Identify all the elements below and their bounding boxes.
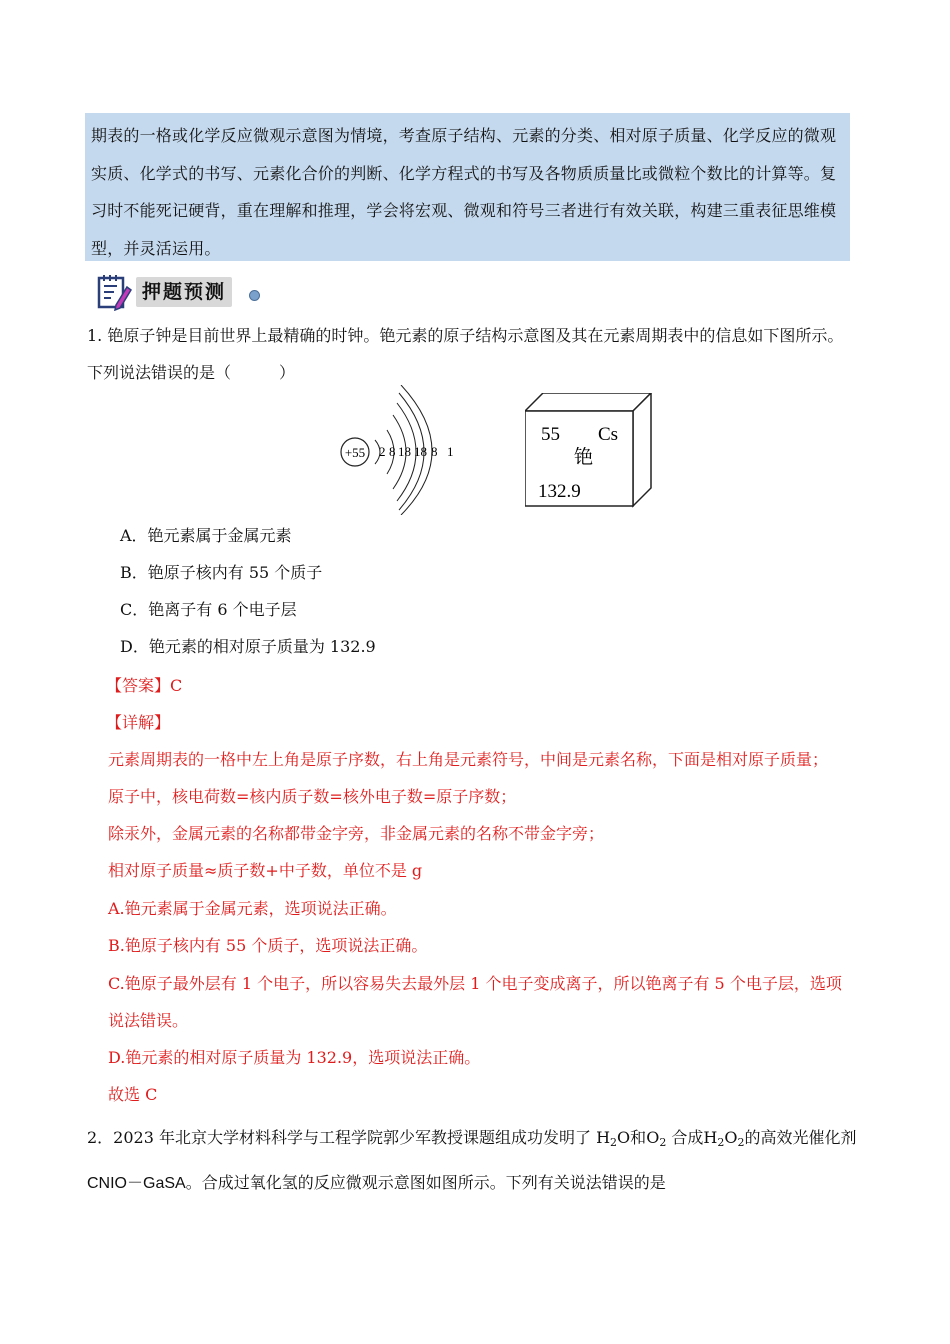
shell-3: 18: [398, 444, 411, 459]
q1-explain-line-2: 原子中，核电荷数=核内质子数=核外电子数=原子序数；: [108, 787, 517, 806]
q1-explain-line-8: 说法错误。: [108, 1011, 189, 1030]
q1-explain-line-9: D.铯元素的相对原子质量为 132.9，选项说法正确。: [108, 1048, 481, 1067]
q1-option-a: A．铯元素属于金属元素: [120, 526, 292, 545]
shell-6: 1: [447, 444, 454, 459]
q1-stem-line-1: 1. 铯原子钟是目前世界上最精确的时钟。铯元素的原子结构示意图及其在元素周期表中的信息如下图所示。: [87, 326, 844, 345]
q2-stem-line-1: [87, 1125, 857, 1149]
cell-element-name: 铯: [574, 446, 594, 468]
q1-explain-line-1: 元素周期表的一格中左上角是原子序数，右上角是元素符号，中间是元素名称，下面是相对原子质量；: [108, 750, 829, 769]
atom-structure-diagram: [335, 385, 475, 515]
q2-and: 和: [630, 1128, 647, 1147]
shell-2: 8: [389, 444, 396, 459]
q1-stem-line-2: 下列说法错误的是（ ）: [87, 363, 296, 382]
periodic-cell-diagram: [525, 393, 655, 508]
q2-stem-line-2: [87, 1170, 666, 1193]
q2-line2-text: 。合成过氧化氢的反应微观示意图如图所示。下列有关说法错误的是: [185, 1173, 666, 1192]
q2-catalyst: CNIO－GaSA: [87, 1175, 186, 1192]
q1-explain-label: 【详解】: [106, 713, 171, 732]
q1-option-b: B．铯原子核内有 55 个质子: [120, 563, 323, 582]
shell-5: 8: [431, 444, 438, 459]
q1-explain-line-3: 除汞外，金属元素的名称都带金字旁，非金属元素的名称不带金字旁；: [108, 824, 605, 843]
section-badge: [96, 273, 266, 313]
cell-atomic-number: 55: [541, 424, 560, 445]
q2-prefix: 2．2023 年北京大学材料科学与工程学院郭少军教授课题组成功发明了: [87, 1128, 591, 1147]
intro-line-3: 习时不能死记硬背，重在理解和推理，学会将宏观、微观和符号三者进行有效关联，构建三重表征思维模: [91, 201, 837, 220]
q2-h2o: $H_2O$: [596, 1128, 631, 1149]
q1-explain-line-10: 故选 C: [108, 1085, 158, 1104]
q1-answer: 【答案】C: [106, 676, 183, 695]
q2-o2: $O_2$: [646, 1128, 667, 1149]
shell-4: 18: [414, 444, 427, 459]
intro-line-2: 实质、化学式的书写、元素化合价的判断、化学方程式的书写及各物质质量比或微粒个数比的计算等。复: [91, 163, 837, 183]
notebook-pen-icon: [96, 273, 132, 311]
q2-synth: 合成: [671, 1128, 704, 1147]
intro-line-1: 期表的一格或化学反应微观示意图为情境，考查原子结构、元素的分类、相对原子质量、化学反应的微观: [91, 126, 837, 145]
q1-explain-line-4: 相对原子质量≈质子数+中子数，单位不是 g: [108, 861, 423, 880]
cell-symbol: Cs: [598, 424, 619, 445]
q2-h2o2: $H_2O_2$: [703, 1128, 745, 1149]
q2-suffix: 的高效光催化剂: [744, 1128, 857, 1147]
q1-option-c: C．铯离子有 6 个电子层: [120, 600, 297, 619]
badge-dot: [249, 290, 260, 301]
shell-1: 2: [379, 444, 386, 459]
q1-explain-line-7: C.铯原子最外层有 1 个电子，所以容易失去最外层 1 个电子变成离子，所以铯离子有 5 个电子层，选项: [108, 974, 842, 993]
section-badge-label: 押题预测: [136, 277, 232, 307]
intro-line-4: 型，并灵活运用。: [91, 238, 221, 258]
cell-atomic-mass: 132.9: [538, 481, 581, 502]
q1-explain-line-6: B.铯原子核内有 55 个质子，选项说法正确。: [108, 936, 428, 955]
intro-summary-box: [85, 113, 850, 261]
q1-explain-line-5: A.铯元素属于金属元素，选项说法正确。: [108, 899, 397, 918]
q1-option-d: D．铯元素的相对原子质量为 132.9: [120, 637, 376, 656]
nucleus-charge: +55: [344, 445, 366, 460]
